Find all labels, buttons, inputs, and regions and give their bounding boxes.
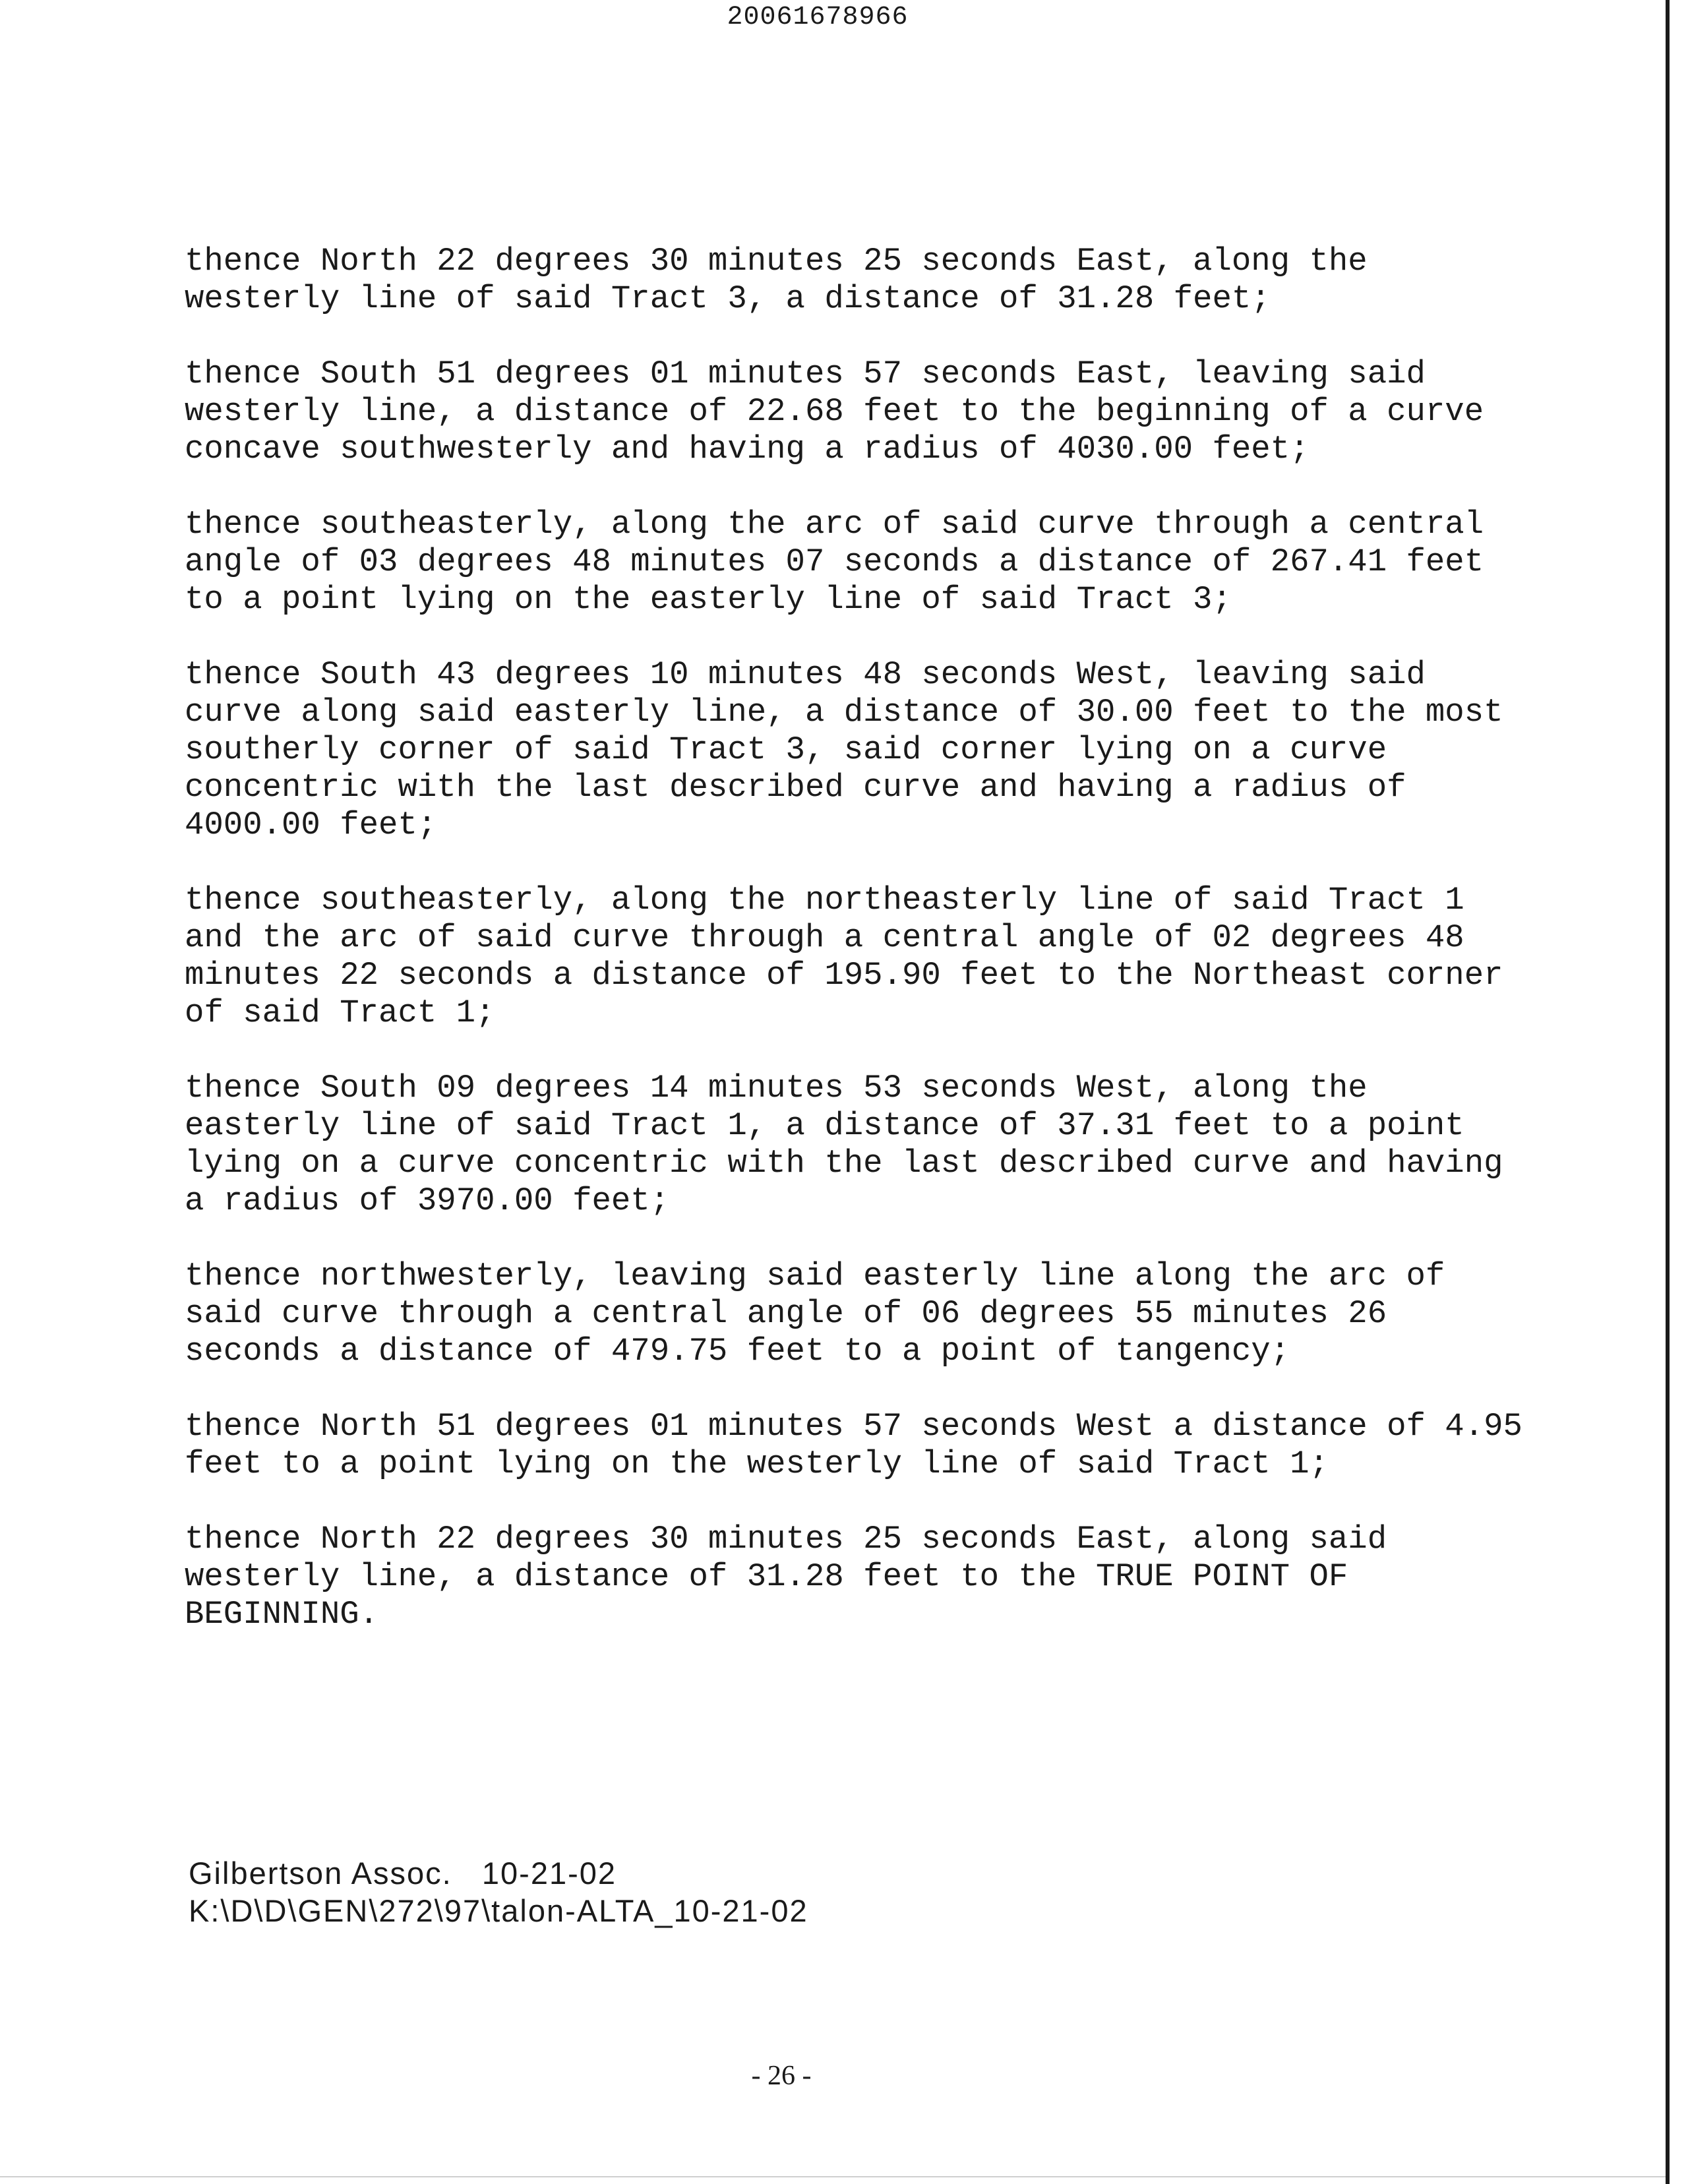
scan-bottom-edge: [0, 2176, 1666, 2177]
paragraph-course-7: thence northwesterly, leaving said easterly line along the arc of said curve through a central angle of 06 degrees 55 minutes 26 seconds a distance of 479.75 feet to a point of tangency;: [185, 1258, 1464, 1370]
paragraph-course-2: thence South 51 degrees 01 minutes 57 seconds East, leaving said westerly line, a distance of 22.68 feet to the beginning of a curve concave southwesterly and having a radius of 4030.00 feet;: [185, 355, 1503, 468]
scan-edge-line: [1666, 0, 1670, 2184]
signature-block: [189, 1854, 1112, 1929]
firm-and-date: Gilbertson Assoc. 10-21-02: [189, 1856, 617, 1891]
paragraph-course-4: thence South 43 degrees 10 minutes 48 seconds West, leaving said curve along said easterly line, a distance of 30.00 feet to the most southerly corner of said Tract 3, said corner lying on a curve concentric with the last described curve and having a radius of 4000.00 feet;: [185, 656, 1522, 843]
paragraph-course-5: thence southeasterly, along the northeasterly line of said Tract 1 and the arc of said curve through a central angle of 02 degrees 48 minutes 22 seconds a distance of 195.90 feet to the Northeast corner of said Tract 1;: [185, 882, 1522, 1031]
legal-description: [185, 243, 1542, 1671]
paragraph-course-6: thence South 09 degrees 14 minutes 53 seconds West, along the easterly line of said Tract 1, a distance of 37.31 feet to a point lying on a curve concentric with the last described curve and having a radius of 3970.00 feet;: [185, 1070, 1522, 1219]
paragraph-course-8: thence North 51 degrees 01 minutes 57 seconds West a distance of 4.95 feet to a point lying on the westerly line of said Tract 1;: [185, 1408, 1542, 1482]
page-number: - 26 -: [751, 2061, 812, 2091]
paragraph-course-9: thence North 22 degrees 30 minutes 25 seconds East, along said westerly line, a distance of 31.28 feet to the TRUE POINT OF BEGINNING.: [185, 1521, 1406, 1633]
file-path: K:\D\D\GEN\272\97\talon-ALTA_10-21-02: [189, 1893, 808, 1928]
document-number: 20061678966: [727, 3, 909, 32]
paragraph-course-1: thence North 22 degrees 30 minutes 25 seconds East, along the westerly line of said Tract 3, a distance of 31.28 feet;: [185, 243, 1387, 317]
paragraph-course-3: thence southeasterly, along the arc of said curve through a central angle of 03 degrees 48 minutes 07 seconds a distance of 267.41 feet to a point lying on the easterly line of said Tract 3;: [185, 506, 1503, 618]
